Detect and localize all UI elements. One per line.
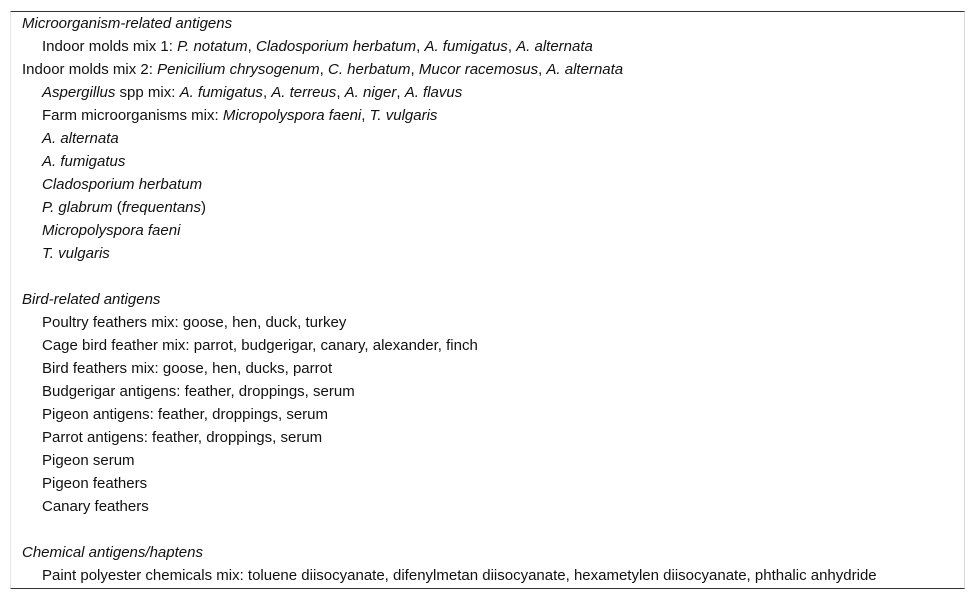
list-item-t-vulgaris: T. vulgaris: [42, 245, 110, 262]
section-heading-bird: Bird-related antigens: [22, 291, 161, 308]
separator: ,: [416, 38, 425, 55]
species-name: A. fumigatus: [179, 84, 263, 101]
list-item: Bird feathers mix: goose, hen, ducks, parrot: [42, 360, 333, 377]
section-heading-microorganism: Microorganism-related antigens: [22, 15, 233, 32]
item-label: spp mix:: [115, 84, 180, 101]
list-item: Paint polyester chemicals mix: toluene diisocyanate, difenylmetan diisocyanate, hexametylen diisocyanate, phthalic anhydride: [42, 567, 877, 584]
genus-name: Aspergillus: [42, 84, 116, 101]
species-name: Cladosporium herbatum: [256, 38, 417, 55]
list-item: Pigeon serum: [42, 452, 135, 469]
list-item: Pigeon antigens: feather, droppings, serum: [42, 406, 329, 423]
list-item-indoor-molds-2: [22, 58, 964, 81]
list-item: Poultry feathers mix: goose, hen, duck, turkey: [42, 314, 347, 331]
species-name: A. terreus: [271, 84, 337, 101]
list-item-a-alternata: A. alternata: [42, 130, 119, 147]
separator: ,: [410, 61, 419, 78]
separator: ,: [262, 84, 272, 101]
list-item-farm-microorganisms: [22, 104, 964, 127]
item-label: Farm microorganisms mix:: [42, 107, 223, 124]
list-item: Cage bird feather mix: parrot, budgerigar, canary, alexander, finch: [42, 337, 478, 354]
separator: ,: [538, 61, 547, 78]
separator: ): [201, 199, 207, 216]
separator: ,: [507, 38, 517, 55]
separator: (: [112, 199, 122, 216]
species-name: Penicilium chrysogenum: [157, 61, 320, 78]
species-name: Mucor racemosus: [418, 61, 539, 78]
item-label: Indoor molds mix 2:: [22, 61, 158, 78]
section-heading-chemical: Chemical antigens/haptens: [22, 544, 203, 561]
list-item: Budgerigar antigens: feather, droppings, serum: [42, 383, 355, 400]
section-spacer: [22, 265, 964, 288]
species-name: P. notatum: [177, 38, 248, 55]
list-item-p-glabrum: [22, 196, 964, 219]
separator: ,: [247, 38, 257, 55]
species-name: A. fumigatus: [424, 38, 508, 55]
separator: ,: [319, 61, 328, 78]
antigen-table: [10, 11, 965, 589]
list-item: Pigeon feathers: [42, 475, 148, 492]
list-item-a-fumigatus: A. fumigatus: [42, 153, 126, 170]
species-name: T. vulgaris: [369, 107, 438, 124]
separator: ,: [336, 84, 345, 101]
species-name: A. alternata: [516, 38, 593, 55]
list-item: Parrot antigens: feather, droppings, serum: [42, 429, 323, 446]
separator: ,: [361, 107, 370, 124]
table-body: [22, 12, 964, 587]
species-name: C. herbatum: [327, 61, 411, 78]
section-spacer: [22, 518, 964, 541]
species-name: A. niger: [344, 84, 397, 101]
list-item-cladosporium: Cladosporium herbatum: [42, 176, 203, 193]
list-item-indoor-molds-1: [22, 35, 964, 58]
list-item-aspergillus-mix: [22, 81, 964, 104]
species-name: Micropolyspora faeni: [222, 107, 362, 124]
list-item: Canary feathers: [42, 498, 149, 515]
species-name: A. flavus: [404, 84, 463, 101]
separator: ,: [396, 84, 405, 101]
species-name: A. alternata: [546, 61, 624, 78]
list-item-micropolyspora: Micropolyspora faeni: [42, 222, 181, 239]
species-name: P. glabrum: [42, 199, 113, 216]
synonym-name: frequentans: [121, 199, 202, 216]
item-label: Indoor molds mix 1:: [42, 38, 178, 55]
